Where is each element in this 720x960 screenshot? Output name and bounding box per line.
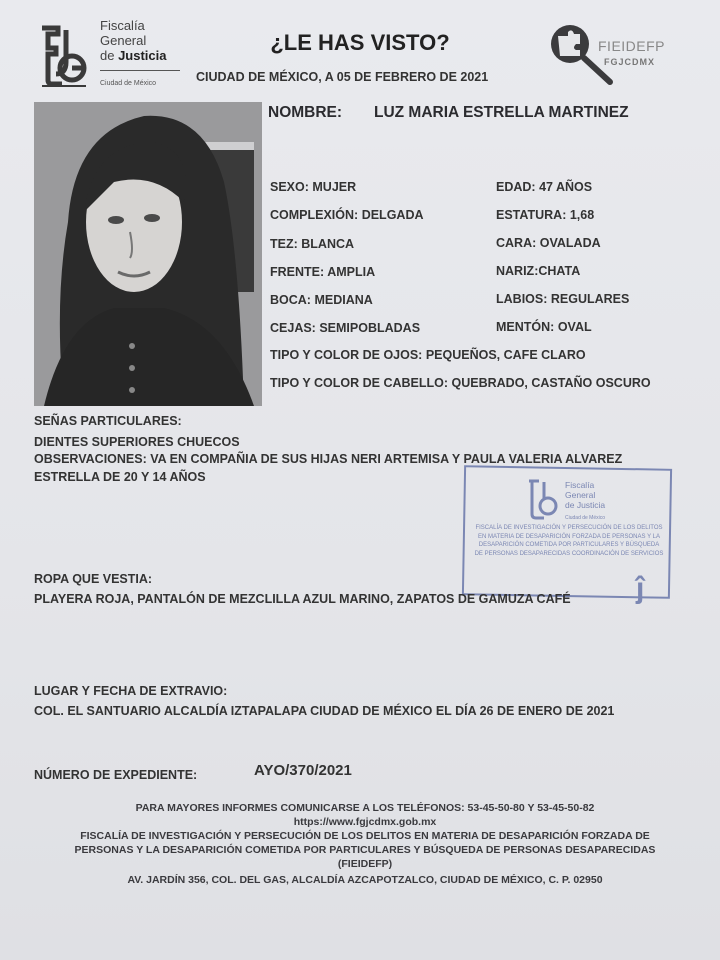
footer-phones: PARA MAYORES INFORMES COMUNICARSE A LOS TELÉFONOS: 53-45-50-80 Y 53-45-50-82 [135,802,595,814]
lugar-label: LUGAR Y FECHA DE EXTRAVIO: [34,684,228,698]
cejas-value: SEMIPOBLADAS [319,321,421,335]
stamp-org-name [565,480,605,510]
org-line-2: General [100,33,147,48]
expediente-value: AYO/370/2021 [254,762,352,779]
org-city: Ciudad de México [100,80,157,87]
cara-row [496,236,601,250]
poster-title: ¿LE HAS VISTO? [270,30,450,55]
stamp-fgj-logo-icon [526,478,560,522]
nariz-row [496,264,580,278]
ropa-label: ROPA QUE VESTIA: [34,572,153,586]
person-photo [34,102,262,406]
edad-row [496,180,592,194]
name-value: LUZ MARIA ESTRELLA MARTINEZ [374,104,629,121]
stamp-city: Ciudad de México [565,515,606,521]
sexo-value: MUJER [312,180,357,194]
cara-label: CARA: [496,236,537,250]
ropa-value: PLAYERA ROJA, PANTALÓN DE MEZCLILLA AZUL MARINO, ZAPATOS DE GAMUZA CAFÉ [34,592,571,606]
ojos-row [270,348,586,362]
org-line-1: Fiscalía [100,18,145,33]
complexion-label: COMPLEXIÓN: [270,208,359,222]
labios-label: LABIOS: [496,292,548,306]
footer-url: https://www.fgjcdmx.gob.mx [293,816,437,828]
cabello-row [270,376,651,390]
lugar-value: COL. EL SANTUARIO ALCALDÍA IZTAPALAPA CIUDAD DE MÉXICO EL DÍA 26 DE ENERO DE 2021 [34,704,615,718]
footer-address: AV. JARDÍN 356, COL. DEL GAS, ALCALDÍA AZCAPOTZALCO, CIUDAD DE MÉXICO, C. P. 02950 [127,874,603,886]
stamp-mark-icon: ĵ [636,572,645,605]
poster-date: CIUDAD DE MÉXICO, A 05 DE FEBRERO DE 2021 [196,70,489,84]
estatura-value: 1,68 [569,208,595,222]
senas-value: DIENTES SUPERIORES CHUECOS [34,435,240,449]
ojos-value: PEQUEÑOS, CAFE CLARO [425,348,586,362]
frente-label: FRENTE: [270,265,325,279]
cabello-label: TIPO Y COLOR DE CABELLO: [270,376,449,390]
cabello-value: QUEBRADO, CASTAÑO OSCURO [451,376,651,390]
fgjcdmx-logo-text: FGJCDMX [604,57,656,67]
footer-agency-1: FISCALÍA DE INVESTIGACIÓN Y PERSECUCIÓN DE LOS DELITOS EN MATERIA DE DESAPARICIÓN FORZADA DE [80,830,650,842]
tez-value: BLANCA [301,237,355,251]
nariz-label: NARIZ: [496,264,539,278]
cejas-row [270,321,420,335]
frente-value: AMPLIA [327,265,376,279]
fieidefp-logo-text: FIEIDEFP [598,38,666,54]
ojos-label: TIPO Y COLOR DE OJOS: [270,348,423,362]
complexion-value: DELGADA [361,208,424,222]
senas-label: SEÑAS PARTICULARES: [34,414,182,428]
sexo-label: SEXO: [270,180,309,194]
footer-agency-2: PERSONAS Y LA DESAPARICIÓN COMETIDA POR PARTICULARES Y BÚSQUEDA DE PERSONAS DESAPARECIDAS [74,844,656,856]
estatura-row [496,208,594,222]
labios-row [496,292,629,306]
stamp-line-3: de Justicia [565,500,606,510]
edad-label: EDAD: [496,180,536,194]
menton-label: MENTÓN: [496,320,555,334]
menton-value: OVAL [557,320,592,334]
edad-value: 47 AÑOS [539,180,593,194]
nariz-value: CHATA [538,264,581,278]
tez-row [270,237,354,251]
observaciones-line-1: OBSERVACIONES: VA EN COMPAÑIA DE SUS HIJAS NERI ARTEMISA Y PAULA VALERIA ALVAREZ [34,452,623,466]
complexion-row [270,208,424,222]
tez-label: TEZ: [270,237,298,251]
expediente-label: NÚMERO DE EXPEDIENTE: [34,768,198,782]
labios-value: REGULARES [550,292,630,306]
footer-agency-acronym: (FIEIDEFP) [337,858,393,870]
name-label: NOMBRE: [268,104,343,121]
observaciones-line-2: ESTRELLA DE 20 Y 14 AÑOS [34,470,206,484]
stamp-line-1: Fiscalía [565,480,595,490]
stamp-body-text: FISCALÍA DE INVESTIGACIÓN Y PERSECUCIÓN DE LOS DELITOS EN MATERIA DE DESAPARICIÓN FORZADA DE PERSONAS Y LA DESAPARICIÓN COMETIDA POR PARTICULARES Y BÚSQUEDA DE PERSONAS DESAPARECIDAS COORDINACIÓN DE SERVICIOS [474,525,664,557]
sexo-row [270,180,356,194]
org-divider [100,70,180,71]
boca-row [270,293,373,307]
frente-row [270,265,375,279]
stamp-line-2: General [565,490,596,500]
cara-value: OVALADA [539,236,601,250]
menton-row [496,320,592,334]
org-line-3a: de [100,48,119,63]
boca-value: MEDIANA [314,293,373,307]
estatura-label: ESTATURA: [496,208,567,222]
cejas-label: CEJAS: [270,321,316,335]
boca-label: BOCA: [270,293,311,307]
org-line-3b: Justicia [118,48,167,63]
